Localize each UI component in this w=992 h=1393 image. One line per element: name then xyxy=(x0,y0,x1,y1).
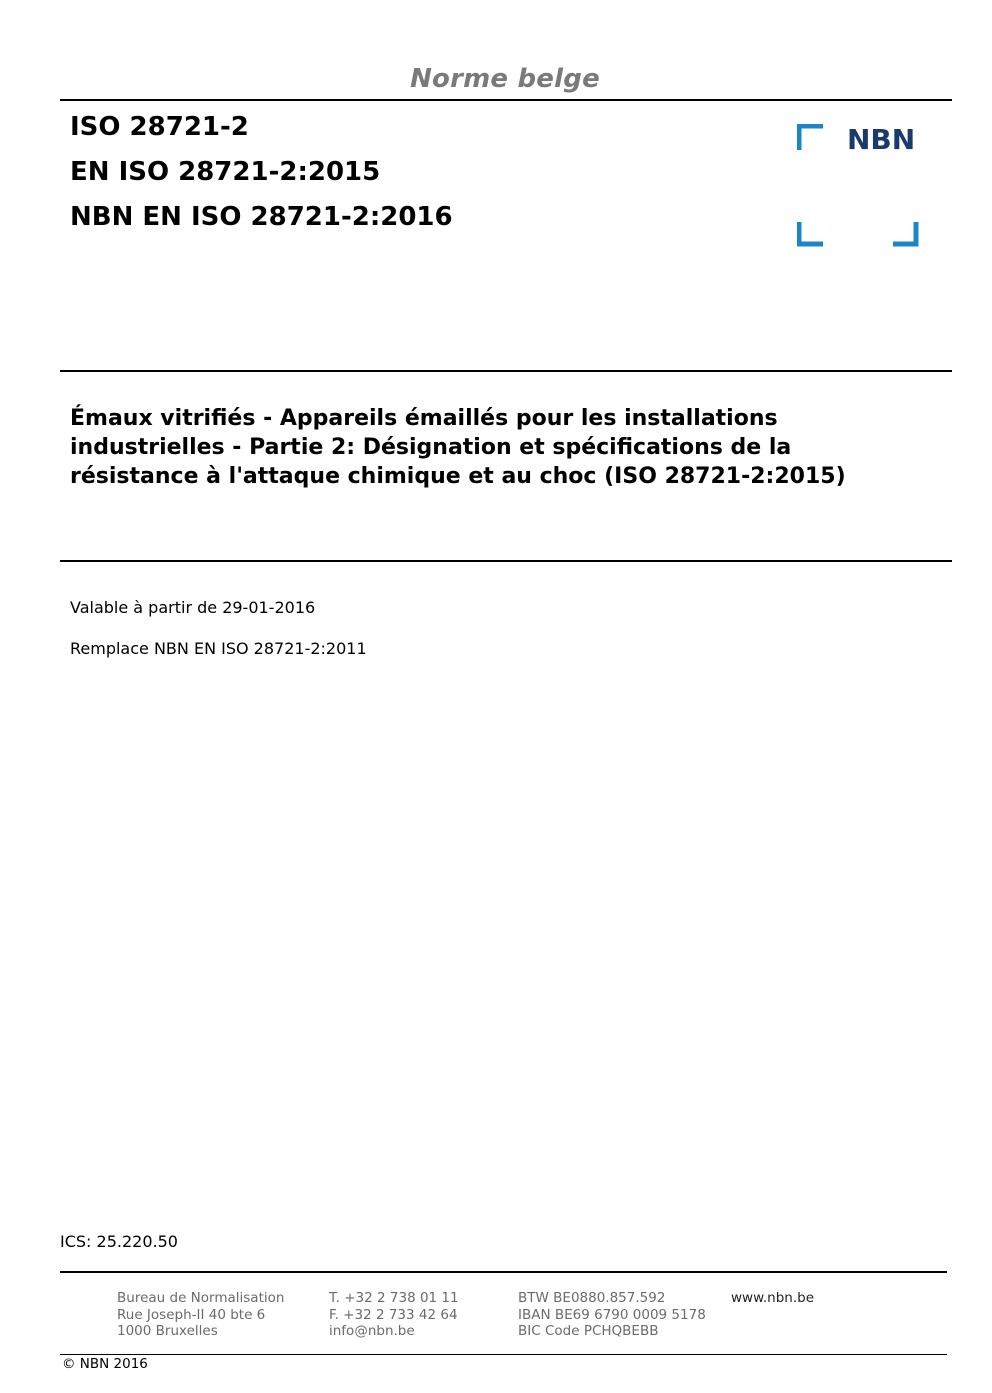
footer-bic: BIC Code PCHQBEBB xyxy=(518,1323,659,1339)
footer-vat: BTW BE0880.857.592 xyxy=(518,1290,666,1306)
title-line: résistance à l'attaque chimique et au choc (ISO 28721-2:2015) xyxy=(70,464,846,489)
logo-text: NBN xyxy=(847,124,916,156)
footer-bottom-rule xyxy=(60,1354,947,1355)
logo-corner-top-left xyxy=(799,126,823,150)
document-type-label: Norme belge xyxy=(410,64,600,94)
logo-corner-bottom-left xyxy=(799,222,823,244)
standard-number-nbn: NBN EN ISO 28721-2:2016 xyxy=(70,202,453,232)
document-title xyxy=(70,404,930,491)
standard-number-en: EN ISO 28721-2:2015 xyxy=(70,157,381,187)
footer-website-link[interactable]: www.nbn.be xyxy=(731,1290,815,1306)
footer-address-line: Rue Joseph-II 40 bte 6 xyxy=(117,1306,266,1323)
footer-address xyxy=(117,1290,284,1340)
ics-code: ICS: 25.220.50 xyxy=(60,1232,178,1251)
footer-bank xyxy=(518,1290,706,1340)
footer-fax: F. +32 2 733 42 64 xyxy=(329,1306,458,1323)
replaces-text: Remplace NBN EN ISO 28721-2:2011 xyxy=(70,639,367,658)
nbn-logo-graphic xyxy=(797,124,921,248)
footer-address-line: Bureau de Normalisation xyxy=(117,1290,285,1306)
title-top-rule xyxy=(60,370,952,372)
nbn-logo xyxy=(797,124,921,248)
footer-address-line: 1000 Bruxelles xyxy=(117,1323,218,1339)
footer-iban: IBAN BE69 6790 0009 5178 xyxy=(518,1306,706,1323)
footer-top-rule xyxy=(60,1271,947,1273)
footer-phone: T. +32 2 738 01 11 xyxy=(329,1290,459,1306)
logo-corner-bottom-right xyxy=(893,222,916,244)
standard-number-iso: ISO 28721-2 xyxy=(70,112,249,142)
valid-from-text: Valable à partir de 29-01-2016 xyxy=(70,598,316,617)
footer-contact xyxy=(329,1290,459,1340)
footer-email-link[interactable]: info@nbn.be xyxy=(329,1323,415,1339)
title-line: Émaux vitrifiés - Appareils émaillés pour les installations xyxy=(70,406,778,431)
copyright-text: © NBN 2016 xyxy=(62,1356,148,1372)
title-line: industrielles - Partie 2: Désignation et spécifications de la xyxy=(70,435,792,460)
title-bottom-rule xyxy=(60,560,952,562)
header-rule xyxy=(60,99,952,101)
